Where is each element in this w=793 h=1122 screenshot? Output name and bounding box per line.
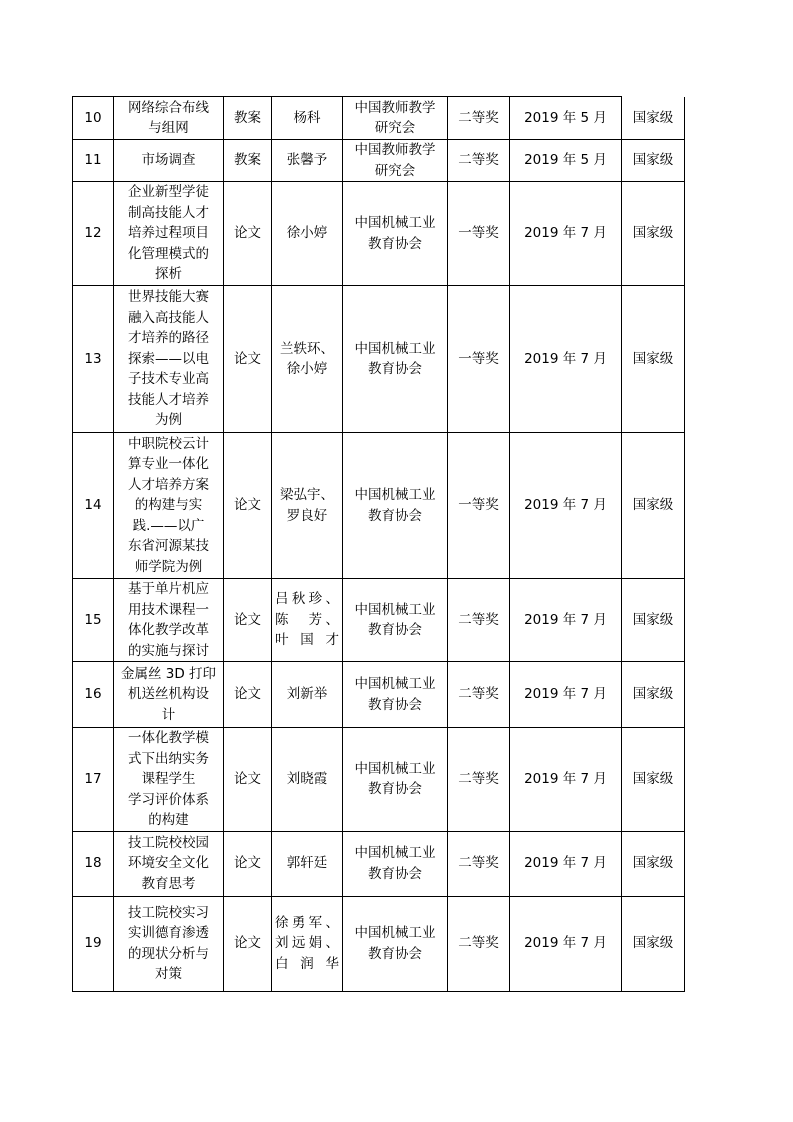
organization-line: 中国机械工业 <box>354 676 436 692</box>
awarding-organization <box>343 831 448 896</box>
author-name: 郭轩廷 <box>286 855 328 872</box>
title-line: 金属丝 3D 打印 <box>120 665 217 682</box>
author-name: 刘晓霞 <box>286 771 328 787</box>
title-line: 市场调查 <box>141 152 196 169</box>
awarding-organization <box>343 433 448 579</box>
title-line: 人才培养方案 <box>128 476 209 493</box>
award-grade: 二等奖 <box>448 97 510 140</box>
table-row <box>73 662 685 728</box>
row-number: 16 <box>73 662 114 728</box>
title-line: 子技术专业高 <box>128 371 209 388</box>
award-level: 国家级 <box>622 433 685 579</box>
author-name: 张馨予 <box>286 152 328 169</box>
authors <box>272 286 343 433</box>
work-title <box>114 896 224 991</box>
organization-line: 教育协会 <box>368 235 422 252</box>
title-line: 用技术课程一 <box>128 601 209 618</box>
authors <box>272 97 343 140</box>
title-line: 探索——以电 <box>128 350 209 367</box>
awarding-organization <box>343 286 448 433</box>
awards-table-body <box>73 97 685 992</box>
organization-line: 中国机械工业 <box>354 340 436 357</box>
title-line: 融入高技能人 <box>128 309 209 326</box>
organization-line: 中国机械工业 <box>354 925 436 941</box>
organization-line: 教育协会 <box>368 945 422 962</box>
author-name: 陈 芳、 <box>275 611 339 628</box>
awarding-organization <box>343 662 448 728</box>
row-number: 17 <box>73 728 114 832</box>
award-grade: 二等奖 <box>448 728 510 832</box>
organization-line: 中国机械工业 <box>354 760 436 777</box>
table-row <box>73 140 685 182</box>
award-level: 国家级 <box>622 182 685 286</box>
title-line: 践.——以广 <box>132 517 205 534</box>
organization-line: 中国教师教学 <box>354 142 436 158</box>
work-type: 论文 <box>224 728 272 832</box>
award-level: 国家级 <box>622 831 685 896</box>
work-type: 论文 <box>224 286 272 433</box>
title-line: 实训德育渗透 <box>128 925 209 941</box>
work-type: 论文 <box>224 433 272 579</box>
organization-line: 中国机械工业 <box>354 845 436 861</box>
title-line: 技能人才培养 <box>128 391 209 408</box>
work-type: 论文 <box>224 662 272 728</box>
award-grade: 二等奖 <box>448 896 510 991</box>
title-line: 才培养的路径 <box>128 330 209 347</box>
work-type: 教案 <box>224 140 272 182</box>
organization-line: 教育协会 <box>368 507 422 524</box>
authors <box>272 140 343 182</box>
row-number: 18 <box>73 831 114 896</box>
award-date: 2019 年 7 月 <box>510 433 622 579</box>
table-row <box>73 433 685 579</box>
awarding-organization <box>343 579 448 662</box>
award-grade: 二等奖 <box>448 662 510 728</box>
title-line: 与组网 <box>148 120 189 136</box>
row-number: 13 <box>73 286 114 433</box>
work-title <box>114 182 224 286</box>
work-type: 论文 <box>224 182 272 286</box>
organization-line: 研究会 <box>374 120 416 136</box>
title-line: 的构建与实 <box>134 497 203 514</box>
work-title <box>114 140 224 182</box>
title-line: 探析 <box>155 266 182 283</box>
award-level: 国家级 <box>622 662 685 728</box>
title-line: 课程学生 <box>141 771 196 787</box>
title-line: 一体化教学模 <box>128 730 209 746</box>
table-row <box>73 182 685 286</box>
authors <box>272 662 343 728</box>
row-number: 10 <box>73 97 114 140</box>
award-date: 2019 年 7 月 <box>510 579 622 662</box>
award-level: 国家级 <box>622 286 685 433</box>
organization-line: 教育协会 <box>368 622 422 638</box>
title-line: 对策 <box>155 966 182 982</box>
row-number: 14 <box>73 433 114 579</box>
title-line: 机送丝机构设 <box>128 686 209 703</box>
title-line: 环境安全文化 <box>128 855 209 872</box>
author-name: 罗良好 <box>286 507 328 524</box>
title-line: 中职院校云计 <box>128 435 209 452</box>
row-number: 11 <box>73 140 114 182</box>
title-line: 企业新型学徒 <box>128 184 209 201</box>
organization-line: 中国机械工业 <box>354 215 436 231</box>
work-title <box>114 662 224 728</box>
award-date: 2019 年 7 月 <box>510 286 622 433</box>
award-date: 2019 年 7 月 <box>510 896 622 991</box>
title-line: 师学院为例 <box>134 558 203 575</box>
work-type: 教案 <box>224 97 272 140</box>
title-line: 基于单片机应 <box>128 581 209 597</box>
title-line: 的构建 <box>148 812 189 828</box>
author-name: 梁弘宇、 <box>280 487 334 503</box>
title-line: 的实施与探讨 <box>128 642 209 659</box>
award-grade: 一等奖 <box>448 286 510 433</box>
author-name: 刘新举 <box>286 686 328 703</box>
title-line: 学习评价体系 <box>128 791 209 808</box>
award-date: 2019 年 5 月 <box>510 140 622 182</box>
award-date: 2019 年 7 月 <box>510 182 622 286</box>
author-name: 刘远娟、 <box>275 935 339 952</box>
title-line: 计 <box>161 706 176 723</box>
table-row <box>73 97 685 140</box>
table-row <box>73 286 685 433</box>
title-line: 技工院校实习 <box>128 904 209 921</box>
awarding-organization <box>343 728 448 832</box>
award-level: 国家级 <box>622 140 685 182</box>
organization-line: 中国机械工业 <box>354 601 436 618</box>
award-date: 2019 年 7 月 <box>510 831 622 896</box>
award-grade: 二等奖 <box>448 140 510 182</box>
work-title <box>114 728 224 832</box>
row-number: 12 <box>73 182 114 286</box>
title-line: 教育思考 <box>141 875 196 892</box>
title-line: 网络综合布线 <box>128 99 209 116</box>
work-type: 论文 <box>224 831 272 896</box>
awarding-organization <box>343 896 448 991</box>
organization-line: 教育协会 <box>368 781 422 798</box>
author-name: 兰轶环、 <box>280 340 334 357</box>
title-line: 为例 <box>155 412 182 429</box>
authors <box>272 896 343 991</box>
authors <box>272 728 343 832</box>
organization-line: 中国教师教学 <box>354 99 436 116</box>
row-number: 15 <box>73 579 114 662</box>
authors <box>272 433 343 579</box>
table-row <box>73 579 685 662</box>
title-line: 制高技能人才 <box>128 204 209 221</box>
title-line: 算专业一体化 <box>128 456 209 473</box>
award-grade: 一等奖 <box>448 433 510 579</box>
work-title <box>114 579 224 662</box>
author-name: 徐小婷 <box>286 361 328 377</box>
title-line: 东省河源某技 <box>128 538 209 555</box>
author-name: 吕秋珍、 <box>275 591 339 608</box>
award-level: 国家级 <box>622 728 685 832</box>
award-level: 国家级 <box>622 579 685 662</box>
award-grade: 一等奖 <box>448 182 510 286</box>
title-line: 体化教学改革 <box>128 622 209 638</box>
title-line: 世界技能大赛 <box>128 289 209 306</box>
author-name: 徐小婷 <box>286 225 328 242</box>
work-type: 论文 <box>224 896 272 991</box>
organization-line: 研究会 <box>374 162 416 179</box>
work-title <box>114 831 224 896</box>
awarding-organization <box>343 97 448 140</box>
work-title <box>114 286 224 433</box>
title-line: 式下出纳实务 <box>128 750 209 767</box>
author-name: 徐勇军、 <box>275 914 339 931</box>
row-number: 19 <box>73 896 114 991</box>
work-title <box>114 97 224 140</box>
title-line: 培养过程项目 <box>128 225 209 242</box>
work-title <box>114 433 224 579</box>
awarding-organization <box>343 140 448 182</box>
organization-line: 中国机械工业 <box>354 487 436 503</box>
award-grade: 二等奖 <box>448 831 510 896</box>
award-level: 国家级 <box>622 896 685 991</box>
award-date: 2019 年 5 月 <box>510 97 622 140</box>
organization-line: 教育协会 <box>368 361 422 377</box>
award-grade: 二等奖 <box>448 579 510 662</box>
table-row <box>73 831 685 896</box>
award-date: 2019 年 7 月 <box>510 728 622 832</box>
awarding-organization <box>343 182 448 286</box>
authors <box>272 831 343 896</box>
title-line: 的现状分析与 <box>128 945 209 962</box>
authors <box>272 579 343 662</box>
awards-table <box>72 96 685 992</box>
title-line: 化管理模式的 <box>128 245 209 262</box>
organization-line: 教育协会 <box>368 865 422 882</box>
award-date: 2019 年 7 月 <box>510 662 622 728</box>
author-name: 杨科 <box>293 109 321 126</box>
organization-line: 教育协会 <box>368 696 422 713</box>
work-type: 论文 <box>224 579 272 662</box>
author-name: 白润华 <box>275 955 339 972</box>
table-row <box>73 896 685 991</box>
award-level: 国家级 <box>622 97 685 140</box>
authors <box>272 182 343 286</box>
table-row <box>73 728 685 832</box>
title-line: 技工院校校园 <box>128 834 209 851</box>
author-name: 叶国才 <box>275 632 339 649</box>
